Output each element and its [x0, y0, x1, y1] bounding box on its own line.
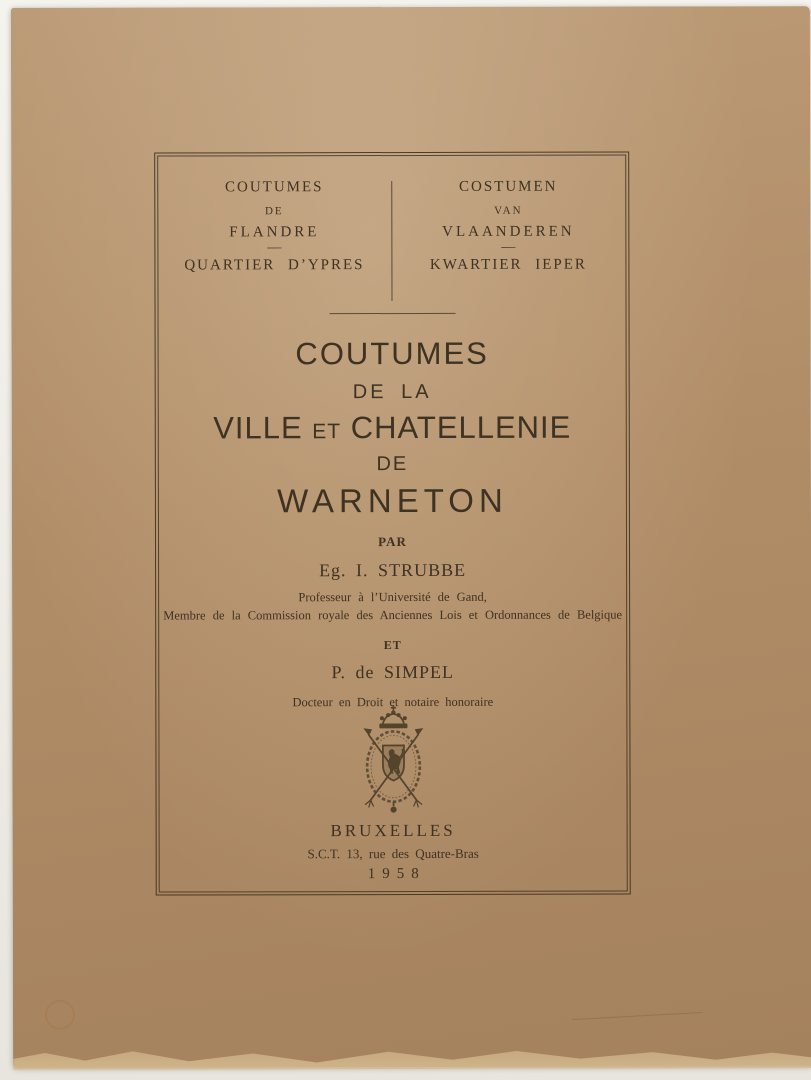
title-line3 — [156, 410, 629, 447]
title-frame — [154, 152, 631, 896]
faint-stamp-ring — [45, 1000, 75, 1030]
author2-name: P. de SIMPEL — [331, 661, 455, 683]
series-nl-line3: VLAANDEREN — [442, 223, 575, 240]
title-line2: DE LA — [352, 380, 432, 404]
imprint-block — [157, 821, 630, 884]
series-fr-line4: QUARTIER D’YPRES — [184, 257, 365, 274]
publication-year: 1958 — [367, 865, 426, 883]
par-label: PAR — [378, 534, 407, 550]
book-cover — [11, 6, 811, 1068]
torn-bottom-edge — [13, 1044, 811, 1070]
title-line3-ville: VILLE — [213, 410, 313, 446]
belgian-coat-of-arms-icon — [349, 705, 437, 821]
paper-crease — [572, 1012, 702, 1020]
series-nl-line2: VAN — [494, 204, 523, 217]
series-nl-dash: — — [501, 239, 516, 255]
title-line5: WARNETON — [277, 481, 508, 520]
author1-title2: Membre de la Commission royale des Anciennes Lois et Ordonnances de Belgique — [163, 607, 623, 623]
series-nl-line4: KWARTIER IEPER — [429, 256, 587, 273]
title-line1: COUTUMES — [295, 335, 489, 372]
title-line4: DE — [376, 453, 409, 476]
title-line3-et: ET — [312, 420, 342, 444]
publisher-address: S.C.T. 13, rue des Quatre-Bras — [307, 845, 479, 862]
series-fr-line3: FLANDRE — [229, 224, 320, 241]
series-fr-line1: COUTUMES — [224, 179, 324, 196]
author1-name: Eg. I. STRUBBE — [319, 559, 467, 581]
series-fr-line2: DE — [264, 205, 284, 218]
publisher-city: BRUXELLES — [330, 820, 456, 841]
series-fr-dash: — — [267, 240, 282, 256]
et-label: ET — [383, 638, 402, 653]
book-title — [156, 336, 629, 521]
series-title-dutch — [393, 179, 623, 274]
series-title-french — [159, 179, 389, 274]
author2-title: Docteur en Droit et notaire honoraire — [292, 694, 494, 710]
author1-title1: Professeur à l’Université de Gand, — [298, 589, 487, 605]
title-line3-chatellenie: CHATELLENIE — [341, 409, 572, 446]
series-nl-line1: COSTUMEN — [458, 178, 558, 195]
authors-block — [156, 534, 629, 711]
